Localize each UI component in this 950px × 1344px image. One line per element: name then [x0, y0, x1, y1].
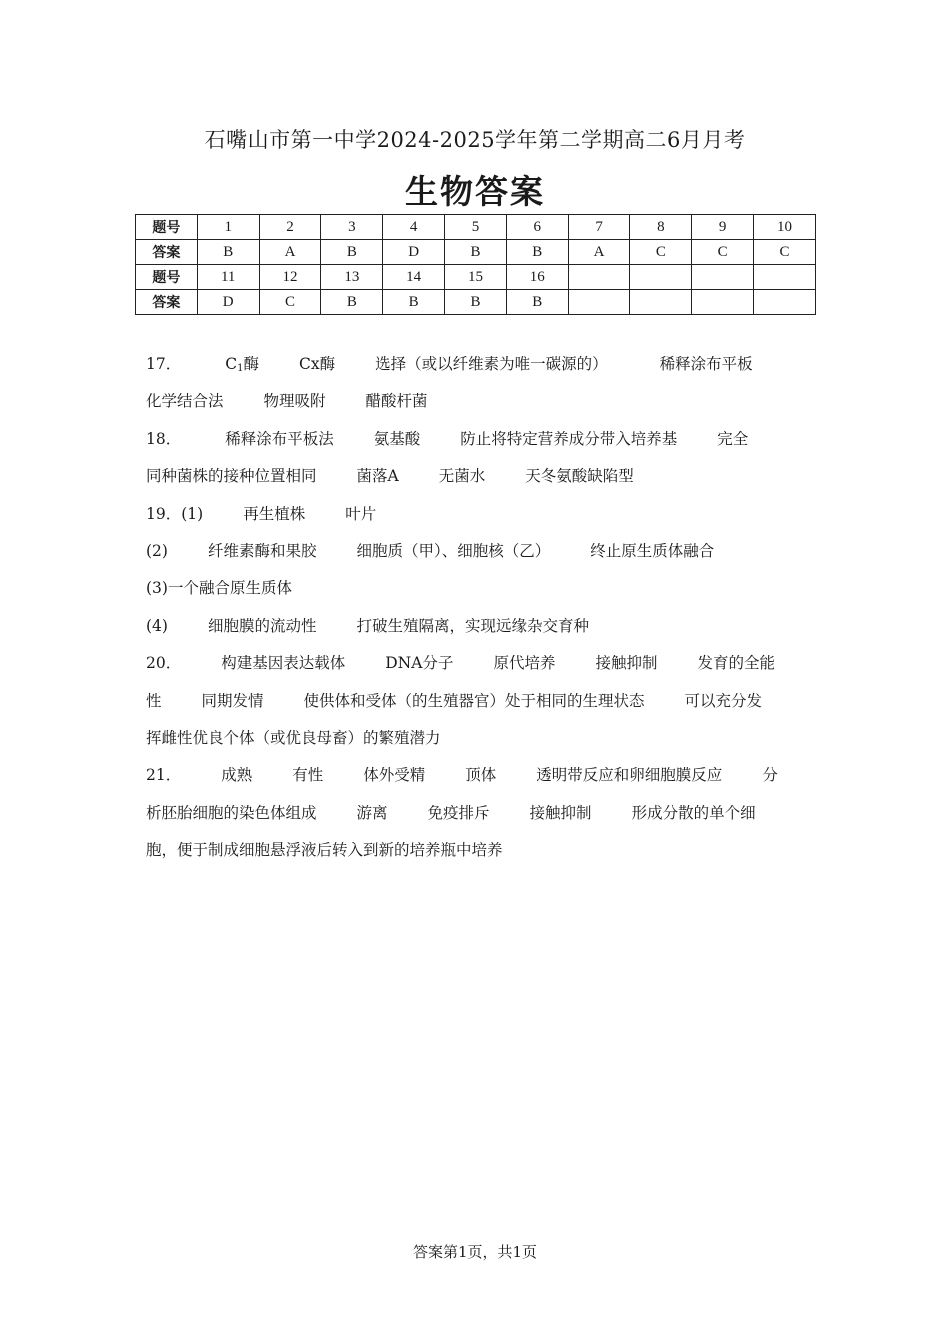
q18-number: 18． [146, 429, 182, 448]
empty-cell [630, 290, 692, 315]
empty-cell [630, 265, 692, 290]
question-number: 5 [445, 215, 507, 240]
question-number: 13 [321, 265, 383, 290]
q19-line-3 [146, 570, 812, 607]
answer-cell: D [197, 290, 259, 315]
page-footer: 答案第1页，共1页 [412, 1243, 538, 1261]
q17-answer-3: 选择（或以纤维素为唯一碳源的） [375, 355, 608, 373]
q18-answer-3: 防止将特定营养成分带入培养基 [460, 429, 678, 448]
page-subtitle: 生物答案 [405, 172, 545, 211]
q21-number: 21． [146, 766, 182, 785]
question-number: 9 [692, 215, 754, 240]
q17-number: 17． [146, 355, 182, 373]
q18-answer-1: 稀释涂布平板法 [225, 429, 334, 448]
q19-line-1 [146, 496, 812, 533]
answer-cell: B [445, 240, 507, 265]
q21-answer-3: 体外受精 [363, 766, 426, 785]
q19-answer-2: 叶片 [345, 504, 377, 523]
question-number: 7 [568, 215, 630, 240]
q18-answer-8: 天冬氨酸缺陷型 [525, 467, 634, 486]
q20-answer-5-cont: 性 [146, 691, 162, 710]
q19-answer-4: 细胞质（甲）、细胞核（乙） [356, 541, 551, 560]
row-header: 题号 [136, 265, 198, 290]
q19-answer-3: 纤维素酶和果胶 [207, 541, 317, 560]
empty-cell [754, 265, 816, 290]
answer-cell: B [383, 290, 445, 315]
answer-cell: A [259, 240, 321, 265]
answer-cell: C [754, 240, 816, 265]
q18-answer-5: 同种菌株的接种位置相同 [146, 467, 317, 486]
q20-line-3 [146, 720, 812, 757]
q19-line-2 [146, 533, 812, 570]
q17-line-1 [146, 346, 812, 383]
question-number: 14 [383, 265, 445, 290]
q18-answer-6: 菌落A [356, 467, 399, 486]
answer-cell: C [259, 290, 321, 315]
answer-cell: B [321, 240, 383, 265]
q17-answer-1: $C_1$酶 [225, 355, 259, 374]
answer-cell: B [321, 290, 383, 315]
answer-cell: B [506, 290, 568, 315]
q18-answer-4: 完全 [717, 429, 749, 448]
q19-line-4 [146, 608, 812, 645]
q21-answer-8: 免疫排斥 [427, 803, 490, 822]
q21-answer-2: 有性 [292, 766, 324, 785]
q21-answer-10-cont: 胞，便于制成细胞悬浮液后转入到新的培养瓶中培养 [146, 841, 503, 860]
question-number: 15 [445, 265, 507, 290]
table-row [136, 265, 816, 290]
empty-cell [692, 290, 754, 315]
table-row [136, 290, 816, 315]
q20-line-1 [146, 645, 812, 682]
row-header: 题号 [136, 215, 198, 240]
q17-answer-6: 物理吸附 [263, 392, 326, 411]
answer-table [135, 214, 816, 315]
empty-cell [568, 290, 630, 315]
q21-answer-4: 顶体 [465, 766, 497, 785]
q18-line-1 [146, 421, 812, 458]
q21-line-1 [146, 757, 812, 794]
q17-line-2 [146, 383, 812, 420]
row-header: 答案 [136, 240, 198, 265]
question-number: 10 [754, 215, 816, 240]
q19-answer-1: 再生植株 [243, 504, 306, 523]
question-number: 11 [197, 265, 259, 290]
q21-answer-9: 接触抑制 [529, 803, 592, 822]
q19-number: 19．(1) [146, 504, 204, 523]
q19-part-2: (2) [146, 541, 168, 560]
empty-cell [568, 265, 630, 290]
q20-answer-8-cont: 挥雌性优良个体（或优良母畜）的繁殖潜力 [146, 728, 441, 747]
q20-line-2 [146, 683, 812, 720]
q21-answer-5: 透明带反应和卵细胞膜反应 [536, 766, 723, 785]
q17-answer-4: 稀释涂布平板 [659, 355, 753, 373]
q19-answer-7: 打破生殖隔离，实现远缘杂交育种 [356, 616, 589, 635]
q21-answer-6: 分 [762, 766, 778, 785]
q21-answer-10: 形成分散的单个细 [631, 803, 756, 822]
q21-line-3 [146, 832, 812, 869]
row-header: 答案 [136, 290, 198, 315]
answer-cell: B [197, 240, 259, 265]
question-number: 2 [259, 215, 321, 240]
q20-answer-7: 使供体和受体（的生殖器官）处于相同的生理状态 [303, 691, 645, 710]
answer-cell: D [383, 240, 445, 265]
question-number: 12 [259, 265, 321, 290]
q18-answer-2: 氨基酸 [373, 429, 421, 448]
answer-cell: A [568, 240, 630, 265]
q19-answer-5: 终止原生质体融合 [590, 541, 715, 560]
empty-cell [754, 290, 816, 315]
table-row [136, 215, 816, 240]
answer-cell: B [506, 240, 568, 265]
answer-cell: C [630, 240, 692, 265]
q20-answer-2: DNA分子 [385, 654, 454, 673]
q21-line-2 [146, 795, 812, 832]
q20-number: 20． [146, 654, 182, 673]
q21-answer-1: 成熟 [221, 766, 253, 785]
answer-body [146, 346, 812, 869]
q19-part-4: (4) [146, 616, 168, 635]
q18-line-2 [146, 458, 812, 495]
q20-answer-6: 同期发情 [201, 691, 264, 710]
empty-cell [692, 265, 754, 290]
q19-part-3: (3)一个融合原生质体 [146, 579, 292, 598]
question-number: 3 [321, 215, 383, 240]
q19-answer-6: 细胞膜的流动性 [207, 616, 317, 635]
q21-answer-6-cont: 析胚胎细胞的染色体组成 [146, 803, 317, 822]
q17-answer-2: Cx酶 [299, 355, 336, 373]
q20-answer-8: 可以充分发 [684, 691, 763, 710]
q20-answer-5: 发育的全能 [697, 654, 775, 673]
q20-answer-4: 接触抑制 [595, 654, 658, 673]
q17-answer-7: 醋酸杆菌 [365, 392, 428, 411]
q20-answer-1: 构建基因表达载体 [221, 654, 346, 673]
question-number: 4 [383, 215, 445, 240]
q18-answer-7: 无菌水 [438, 467, 486, 486]
exam-title: 石嘴山市第一中学2024-2025学年第二学期高二6月月考 [204, 128, 746, 152]
answer-cell: C [692, 240, 754, 265]
q21-answer-7: 游离 [356, 803, 388, 822]
question-number: 1 [197, 215, 259, 240]
q17-answer-5: 化学结合法 [146, 392, 224, 411]
question-number: 6 [506, 215, 568, 240]
question-number: 8 [630, 215, 692, 240]
answer-cell: B [445, 290, 507, 315]
q20-answer-3: 原代培养 [493, 654, 556, 673]
question-number: 16 [506, 265, 568, 290]
table-row [136, 240, 816, 265]
